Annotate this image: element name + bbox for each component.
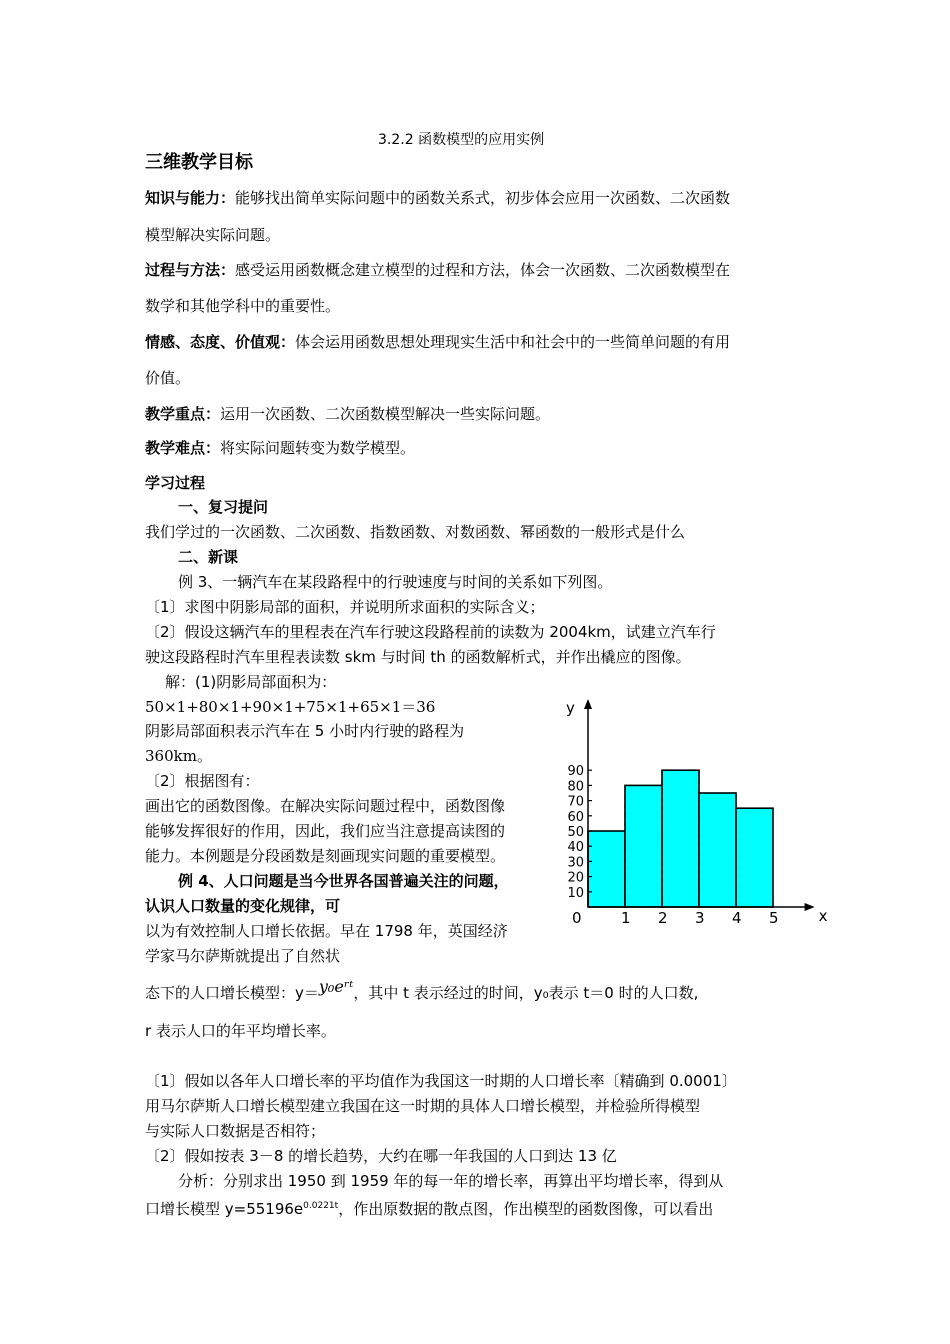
- review-heading: 一、复习提问: [178, 498, 269, 516]
- example-4e-pre: 态下的人口增长模型：y＝: [145, 984, 319, 1002]
- solution-5: 画出它的函数图像。在解决实际问题过程中，函数图像: [145, 797, 506, 815]
- goal-process-label: 过程与方法：: [145, 261, 236, 279]
- chart-y-tick-label-50: 50: [567, 825, 584, 840]
- analysis-2-exponent: 0.0221t: [303, 1201, 339, 1211]
- example-3-q2b: 驶这段路程时汽车里程表读数 skm 与时间 th 的函数解析式，并作出橇应的图像。: [145, 648, 691, 666]
- goal-process: [145, 260, 730, 280]
- example-4e-post: ，其中 t 表示经过的时间，y₀表示 t＝0 时的人口数,: [353, 984, 699, 1002]
- example-4-q2: 〔2〕假如按表 3－8 的增长趋势，大约在哪一年我国的人口到达 13 亿: [145, 1147, 617, 1165]
- goal-process-cont: 数学和其他学科中的重要性。: [145, 297, 341, 315]
- key-point: [145, 404, 550, 424]
- chart-x-tick-label-2: 2: [658, 909, 668, 927]
- analysis-1: 分析：分别求出 1950 到 1959 年的每一年的增长率，再算出平均增长率，得到从: [178, 1172, 724, 1190]
- goal-knowledge-cont: 模型解决实际问题。: [145, 226, 281, 244]
- chart-x-axis-label: x: [818, 907, 828, 925]
- chart-x-tick-label-4: 4: [732, 909, 742, 927]
- goal-emotion-cont: 价值。: [145, 369, 191, 387]
- chart-bar-2: [625, 785, 662, 907]
- process-heading: 学习过程: [145, 474, 206, 492]
- goal-knowledge-text: 能够找出简单实际问题中的函数关系式，初步体会应用一次函数、二次函数: [235, 189, 731, 207]
- example-4c: 以为有效控制人口增长依据。早在 1798 年，英国经济: [145, 922, 508, 940]
- example-4b: 认识人口数量的变化规律，可: [145, 897, 341, 915]
- chart-bar-5: [736, 808, 773, 907]
- chart-x-tick-label-3: 3: [695, 909, 705, 927]
- chart-x-tick-label-5: 5: [769, 909, 779, 927]
- new-lesson-heading: 二、新课: [178, 548, 239, 566]
- section-heading: 三维教学目标: [145, 152, 253, 173]
- chart-bar-1: [588, 831, 625, 907]
- example-4-q1c: 与实际人口数据是否相符；: [145, 1122, 326, 1140]
- example-3: 例 3、一辆汽车在某段路程中的行驶速度与时间的关系如下列图。: [178, 573, 613, 591]
- chart-y-tick-label-20: 20: [567, 870, 584, 886]
- chart-bar-3: [662, 770, 699, 907]
- chart-y-tick-label-70: 70: [567, 794, 584, 810]
- solution-7: 能力。本例题是分段函数是刻画现实问题的重要模型。: [145, 847, 506, 865]
- chart-x-tick-label-0: 0: [572, 909, 582, 927]
- chart-y-arrow: [584, 699, 592, 709]
- goal-knowledge-label: 知识与能力：: [145, 189, 236, 207]
- difficulty-text: 将实际问题转变为数学模型。: [220, 439, 416, 457]
- difficulty-point: [145, 438, 415, 458]
- solution-4: 〔2〕根据图有：: [145, 772, 260, 790]
- solution-6: 能够发挥很好的作用，因此，我们应当注意提高读图的: [145, 822, 506, 840]
- speed-time-chart: [560, 695, 828, 927]
- review-text: 我们学过的一次函数、二次函数、指数函数、对数函数、幂函数的一般形式是什么: [145, 523, 686, 541]
- chart-bar-4: [699, 793, 736, 907]
- key-point-text: 运用一次函数、二次函数模型解决一些实际问题。: [220, 405, 551, 423]
- example-4-q1b: 用马尔萨斯人口增长模型建立我国在这一时期的具体人口增长模型，并检验所得模型: [145, 1097, 701, 1115]
- example-4-q1a: 〔1〕假如以各年人口增长率的平均值作为我国这一时期的人口增长率〔精确到 0.0001〕: [145, 1072, 737, 1090]
- document-title: 3.2.2 函数模型的应用实例: [378, 132, 545, 148]
- example-4f: r 表示人口的年平均增长率。: [145, 1022, 336, 1040]
- goal-emotion: [145, 332, 730, 352]
- difficulty-label: 教学难点：: [145, 439, 221, 457]
- example-4d: 学家马尔萨斯就提出了自然状: [145, 947, 341, 965]
- goal-process-text: 感受运用函数概念建立模型的过程和方法，体会一次函数、二次函数模型在: [235, 261, 731, 279]
- goal-emotion-label: 情感、态度、价值观：: [145, 333, 296, 351]
- key-point-label: 教学重点：: [145, 405, 221, 423]
- chart-y-tick-label-90: 90: [567, 764, 584, 780]
- example-3-q1: 〔1〕求图中阴影局部的面积，并说明所求面积的实际含义；: [145, 598, 545, 616]
- chart-y-tick-label-40: 40: [567, 840, 584, 856]
- chart-y-axis-label: y: [566, 699, 575, 717]
- solution-2: 阴影局部面积表示汽车在 5 小时内行驶的路程为: [145, 722, 465, 740]
- example-4e: [145, 977, 699, 1003]
- example-3-q2a: 〔2〕假设这辆汽车的里程表在汽车行驶这段路程前的读数为 2004km，试建立汽车行: [145, 623, 716, 641]
- solution-3: 360km。: [145, 747, 212, 765]
- malthus-formula: y₀eʳᵗ: [318, 977, 354, 996]
- chart-y-tick-label-80: 80: [567, 779, 584, 795]
- analysis-2: [145, 1196, 713, 1219]
- example-4a: 例 4、人口问题是当今世界各国普遍关注的问题，: [178, 872, 509, 890]
- goal-emotion-text: 体会运用函数思想处理现实生活中和社会中的一些简单问题的有用: [295, 333, 731, 351]
- analysis-2-post: ，作出原数据的散点图，作出模型的函数图像，可以看出: [338, 1200, 714, 1218]
- chart-x-arrow: [805, 903, 815, 911]
- chart-x-tick-label-1: 1: [621, 909, 631, 927]
- chart-y-tick-label-30: 30: [567, 855, 584, 871]
- goal-knowledge: [145, 188, 730, 208]
- solution-equation: 50×1+80×1+90×1+75×1+65×1＝36: [145, 698, 436, 716]
- solution-1: 解：(1)阴影局部面积为：: [165, 673, 337, 691]
- chart-y-tick-label-10: 10: [567, 885, 584, 901]
- analysis-2-pre: 口增长模型 y=55196e: [145, 1200, 304, 1218]
- chart-y-tick-label-60: 60: [567, 809, 584, 825]
